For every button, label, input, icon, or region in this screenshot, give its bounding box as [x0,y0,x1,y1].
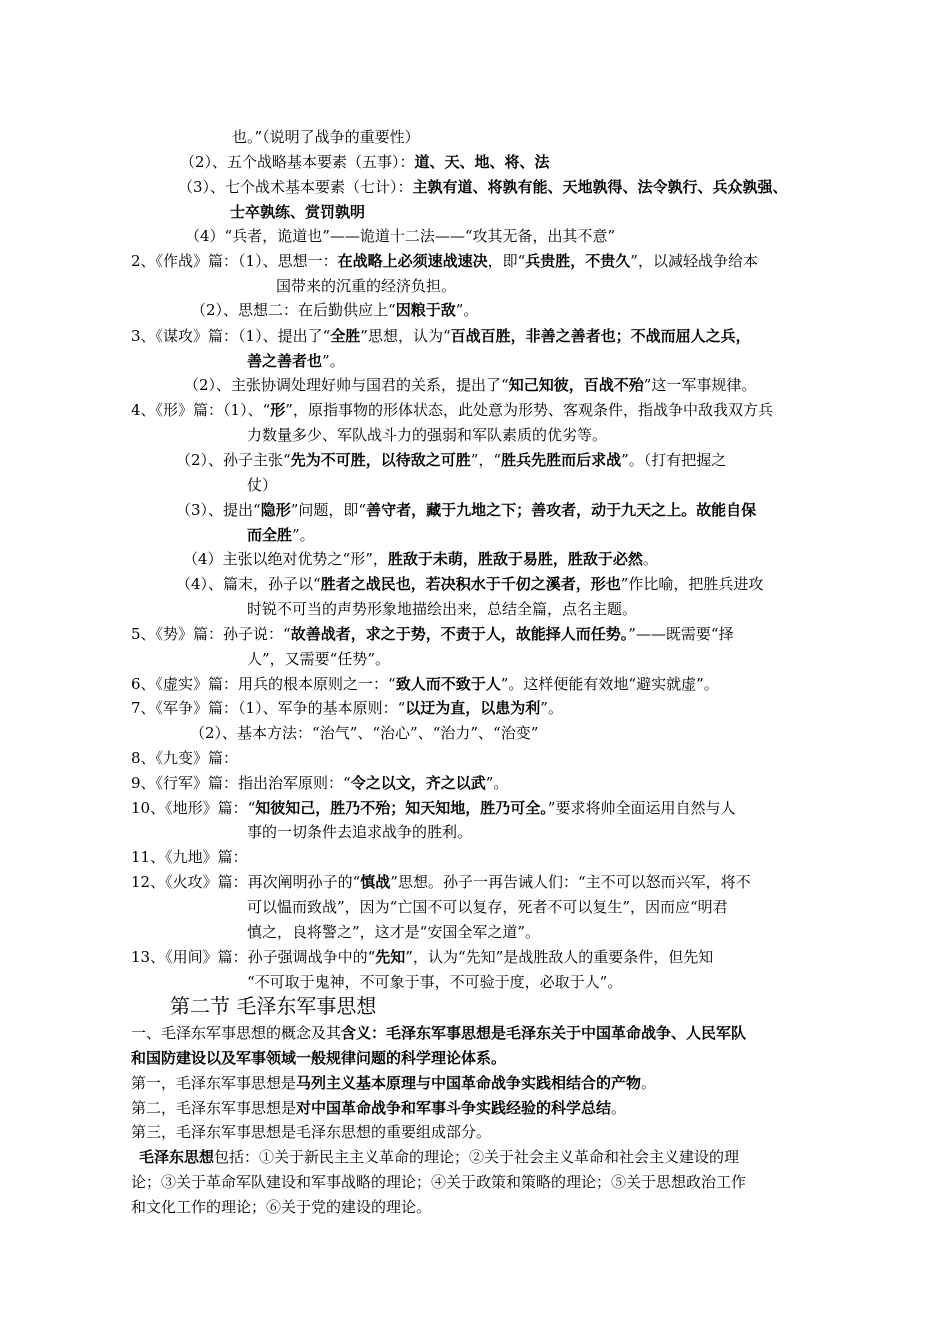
text-line: 7、《军争》篇：（1）、军争的基本原则：“以迂为直，以患为利”。 [131,699,563,717]
text-line: 人”，又需要“任势”。 [247,650,391,668]
text-line: 士卒孰练、赏罚孰明 [230,203,366,221]
text-line: 时锐不可当的声势形象地描绘出来，总结全篇，点名主题。 [247,600,638,618]
text-line: 3、《谋攻》篇：（1）、提出了“全胜”思想，认为“百战百胜，非善之善者也；不战而屈人之兵， [131,327,751,345]
text-line: 第一，毛泽东军事思想是马列主义基本原理与中国革命战争实践相结合的产物。 [131,1074,657,1092]
text-line: （4）主张以绝对优势之“形”，胜敌于未萌，胜敌于易胜，胜敌于必然。 [183,550,658,568]
text-line: 4、《形》篇：（1）、“形”，原指事物的形体状态，此处意为形势、客观条件，指战争中敌我双方兵 [131,401,773,419]
text-line: “不可取于鬼神，不可象于事，不可验于度，必取于人”。 [247,973,623,991]
text-line: 论；③关于革命军队建设和军事战略的理论；④关于政策和策略的理论；⑤关于思想政治工作 [131,1173,747,1191]
text-line: 12、《火攻》篇：再次阐明孙子的“慎战”思想。孙子一再告诫人们：“主不可以怒而兴军，将不 [131,873,751,891]
text-line: 力数量多少、军队战斗力的强弱和军队素质的优劣等。 [247,426,608,444]
text-line: （2）、五个战略基本要素（五事）：道、天、地、将、法 [180,153,550,171]
text-line: 11、《九地》篇： [131,848,248,866]
text-line: 事的一切条件去追求战争的胜利。 [247,823,473,841]
section-heading: 第二节 毛泽东军事思想 [170,994,377,1018]
text-line: 国带来的沉重的经济负担。 [276,277,457,295]
text-line: （3）、七个战术基本要素（七计）：主孰有道、将孰有能、天地孰得、法令孰行、兵众孰强、 [178,178,788,196]
text-line: 第三，毛泽东军事思想是毛泽东思想的重要组成部分。 [131,1123,492,1141]
text-line: 2、《作战》篇：（1）、思想一：在战略上必须速战速决，即“兵贵胜，不贵久”，以减轻战争给本 [131,252,758,270]
text-line: 也。”（说明了战争的重要性） [232,128,420,146]
text-line: （4）“兵者，诡道也”——诡道十二法——“攻其无备，出其不意” [185,227,616,245]
text-line: （2）、思想二：在后勤供应上“因粮于敌”。 [191,301,479,319]
text-line: （3）、提出“隐形”问题，即“善守者，藏于九地之下；善攻者，动于九天之上。故能自保 [176,501,757,519]
text-line: 9、《行军》篇：指出治军原则：“令之以文，齐之以武”。 [131,774,509,792]
text-line: 一、毛泽东军事思想的概念及其含义：毛泽东军事思想是毛泽东关于中国革命战争、人民军队 [131,1024,747,1042]
text-line: 而全胜”。 [247,526,315,544]
text-line: （2）、主张协调处理好帅与国君的关系，提出了“知己知彼，百战不殆”这一军事规律。 [184,376,757,394]
text-line: 善之善者也”。 [247,352,345,370]
text-line: 和国防建设以及军事领域一般规律问题的科学理论体系。 [131,1049,507,1067]
text-line: 13、《用间》篇：孙子强调战争中的“先知”，认为“先知”是战胜敌人的重要条件，但先知 [131,948,714,966]
text-line: 8、《九变》篇： [131,749,239,767]
text-line: 慎之，良将警之”，这才是“安国全军之道”。 [247,923,541,941]
text-line: 第二，毛泽东军事思想是对中国革命战争和军事斗争实践经验的科学总结。 [131,1099,627,1117]
text-line: 5、《势》篇：孙子说：“故善战者，求之于势，不责于人，故能择人而任势。”——既需要“择 [131,625,734,643]
text-line: 可以愠而致战”，因为“亡国不可以复存，死者不可以复生”，因而应“明君 [247,898,728,916]
text-line: 和文化工作的理论；⑥关于党的建设的理论。 [131,1198,432,1216]
text-line: （2）、基本方法：“治气”、“治心”、“治力”、“治变” [190,724,539,742]
text-line: （4）、篇末，孙子以“胜者之战民也，若决积水于千仞之溪者，形也”作比喻，把胜兵进攻 [176,575,764,593]
text-line: 毛泽东思想包括：①关于新民主主义革命的理论；②关于社会主义革命和社会主义建设的理 [139,1148,740,1166]
text-line: 10、《地形》篇：“知彼知己，胜乃不殆；知天知地，胜乃可全。”要求将帅全面运用自然与人 [131,799,736,817]
text-line: （2）、孙子主张“先为不可胜，以待敌之可胜”，“胜兵先胜而后求战”。（打有把握之 [176,451,727,469]
text-line: 6、《虚实》篇：用兵的根本原则之一：“致人而不致于人”。这样便能有效地“避实就虚”。 [131,675,719,693]
text-line: 仗） [247,476,278,494]
